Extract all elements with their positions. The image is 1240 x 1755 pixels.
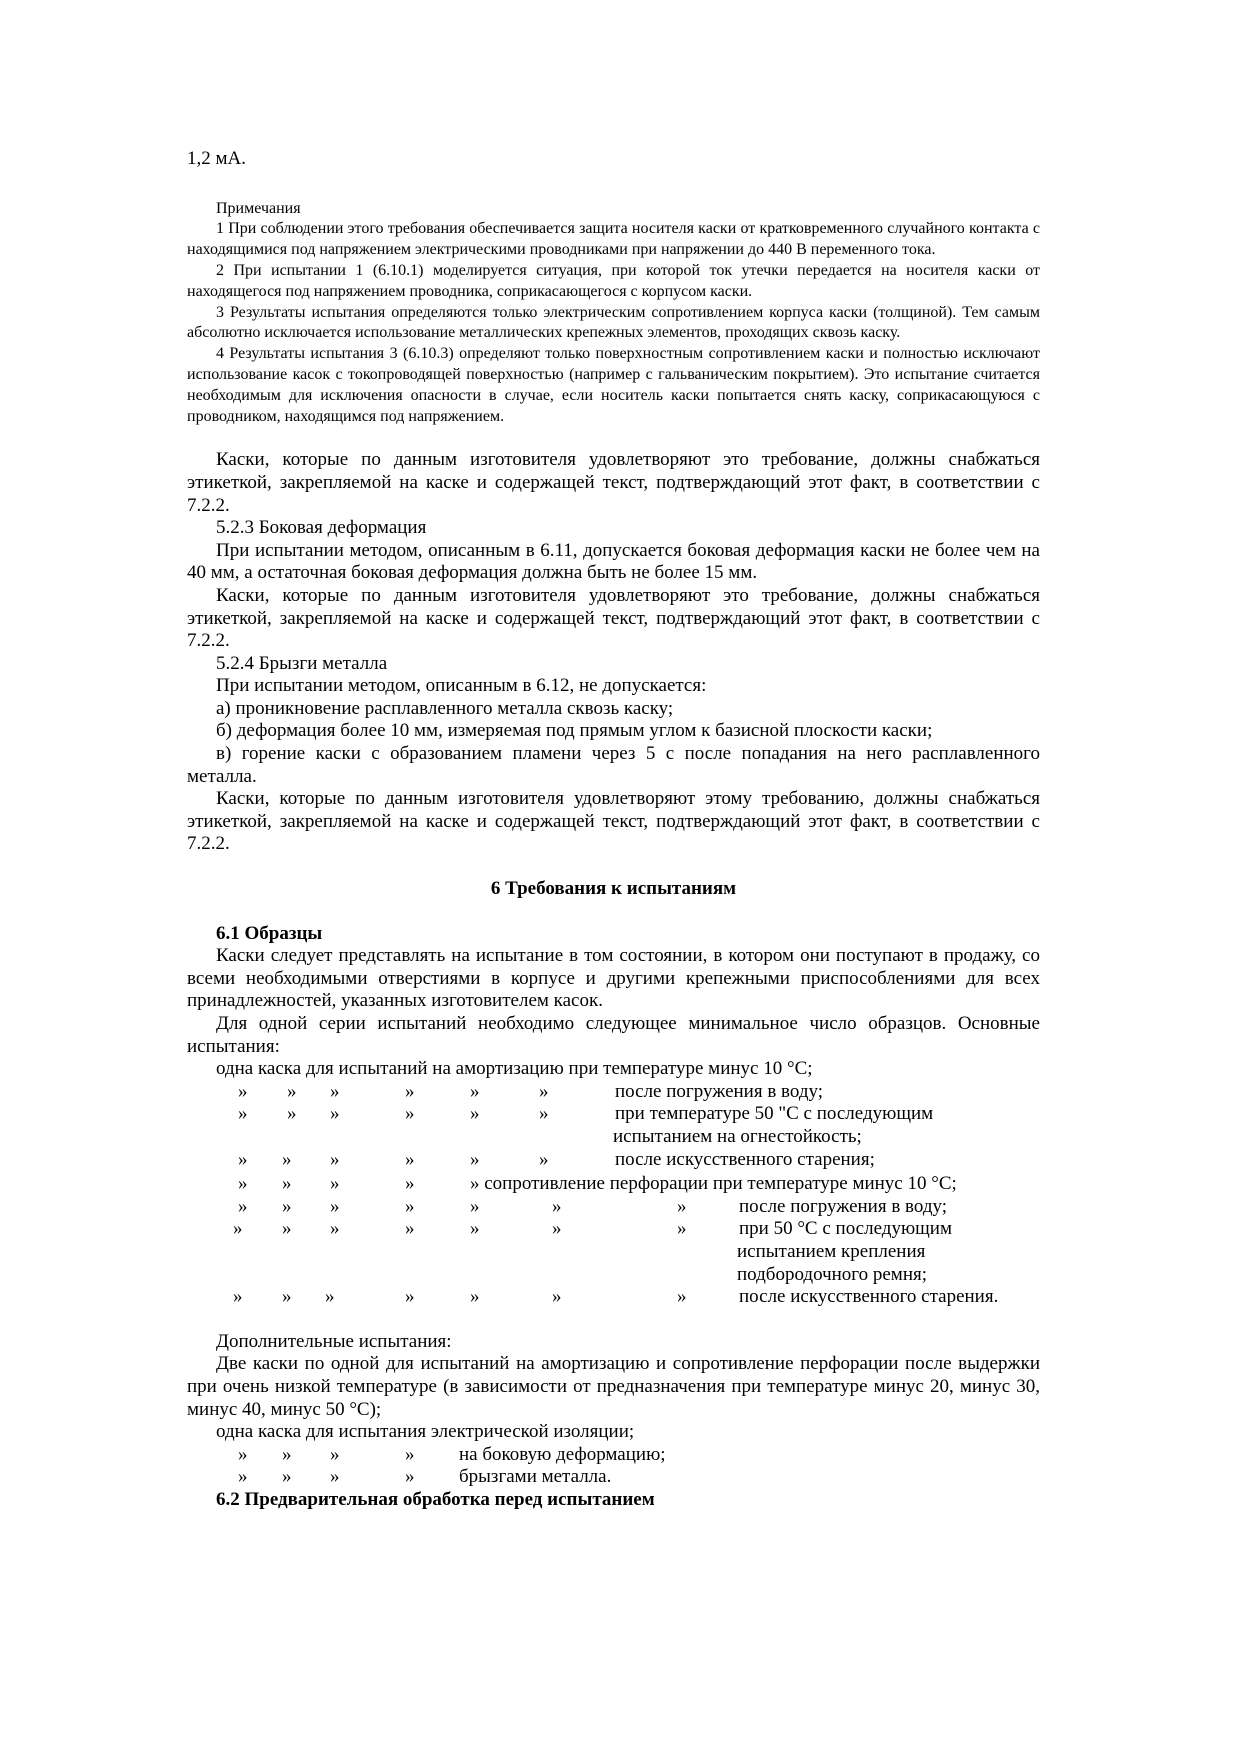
s61-paragraph-2: Для одной серии испытаний необходимо следующее минимальное число образцов. Основные испытания: xyxy=(187,1013,1040,1057)
main-tests-first: одна каска для испытаний на амортизацию при температуре минус 10 °С; xyxy=(216,1058,813,1080)
note-1: 1 При соблюдении этого требования обеспечивается защита носителя каски от кратковременного случайного контакта с находящимися под напряжением электрическими проводниками при напряжении до 440 В переменного тока. xyxy=(187,220,1040,259)
s523-text: При испытании методом, описанным в 6.11, допускается боковая деформация каски не более чем на 40 мм, а остаточная боковая деформация должна быть не более 15 мм. xyxy=(187,539,1040,584)
document-page xyxy=(187,148,1040,1511)
notes-title: Примечания xyxy=(216,199,301,217)
s524-heading: 5.2.4 Брызги металла xyxy=(216,652,388,674)
s523-label: Каски, которые по данным изготовителя удовлетворяют это требование, должны снабжаться этикеткой, закрепляемой на каске и содержащей текст, подтверждающий этот факт, в соответствии с 7.2.2. xyxy=(187,584,1040,652)
s523-heading: 5.2.3 Боковая деформация xyxy=(216,517,427,539)
s61-heading: 6.1 Образцы xyxy=(216,922,323,944)
row-text: при температуре 50 "С с последующим xyxy=(615,1103,934,1125)
note-3: 3 Результаты испытания определяются только электрическим сопротивлением корпуса каски (толщиной). Тем самым абсолютно исключается использование металлических крепежных элементов, проходящих сквозь каску. xyxy=(187,303,1040,342)
s524-label: Каски, которые по данным изготовителя удовлетворяют этому требованию, должны снабжаться этикеткой, закрепляемой на каске и содержащей текст, подтверждающий этот факт, в соответствии с 7.2.2. xyxy=(187,788,1040,855)
row-text: после искусственного старения. xyxy=(739,1286,999,1308)
ditto-row: » » » » на боковую деформацию; xyxy=(238,1443,666,1465)
row-text: после искусственного старения; xyxy=(615,1148,875,1170)
row-text: » сопротивление перфорации при температуре минус 10 °С; xyxy=(470,1173,957,1195)
top-line: 1,2 мА. xyxy=(187,148,246,169)
s61-paragraph-1: Каски следует представлять на испытание в том состоянии, в котором они поступают в продажу, со всеми необходимыми отверстиями в корпусе и другими крепежными приспособлениями для всех принадлежностей, указанных изготовителем касок. xyxy=(187,945,1040,1012)
additional-paragraph: Две каски по одной для испытаний на амортизацию и сопротивление перфорации после выдержки при очень низкой температуре (в зависимости от предназначения при температуре минус 20, минус 30, минус 40, минус 50 °С); xyxy=(187,1353,1040,1420)
ditto-row: » » » » » » » после погружения в воду; xyxy=(238,1195,948,1217)
ditto-row: » » » » » » при температуре 50 "С с последующим xyxy=(238,1103,934,1125)
s524-item-c: в) горение каски с образованием пламени через 5 с после попадания на него расплавленного металла. xyxy=(187,743,1040,787)
ditto-row-continuation: испытанием крепления xyxy=(737,1240,926,1262)
ditto-row-continuation: подбородочного ремня; xyxy=(737,1263,928,1285)
s524-item-a: а) проникновение расплавленного металла сквозь каску; xyxy=(216,697,674,719)
row-text: брызгами металла. xyxy=(459,1466,612,1488)
s524-item-b: б) деформация более 10 мм, измеряемая под прямым углом к базисной плоскости каски; xyxy=(216,720,933,742)
s62-heading: 6.2 Предварительная обработка перед испытанием xyxy=(216,1488,655,1510)
row-text: после погружения в воду; xyxy=(739,1195,948,1217)
row-text: после погружения в воду; xyxy=(615,1080,824,1102)
ditto-row: » » » » брызгами металла. xyxy=(238,1466,612,1488)
ditto-row: » » » » » » » при 50 °С с последующим xyxy=(233,1218,952,1240)
ditto-row: » » » » » сопротивление перфорации при температуре минус 10 °С; xyxy=(238,1173,957,1195)
row-text: при 50 °С с последующим xyxy=(739,1218,952,1240)
ditto-row: » » » » » » » после искусственного старения. xyxy=(233,1286,999,1308)
note-4: 4 Результаты испытания 3 (6.10.3) определяют только поверхностным сопротивлением каски и полностью исключают использование касок с токопроводящей поверхностью (например с гальваническим покрытием). Это испытание считается необходимым для исключения опасности в случае, если носитель каски попытается снять каску, соприкасающуюся с проводником, находящимся под напряжением. xyxy=(187,345,1040,425)
row-text: на боковую деформацию; xyxy=(459,1443,666,1465)
additional-first: одна каска для испытания электрической изоляции; xyxy=(216,1421,635,1443)
label-paragraph: Каски, которые по данным изготовителя удовлетворяют это требование, должны снабжаться этикеткой, закрепляемой на каске и содержащей текст, подтверждающий этот факт, в соответствии с 7.2.2. xyxy=(187,449,1040,516)
additional-title: Дополнительные испытания: xyxy=(216,1330,452,1352)
ditto-row: » » » » » » после погружения в воду; xyxy=(238,1080,824,1102)
ditto-row-continuation: испытанием на огнестойкость; xyxy=(613,1125,862,1147)
section-6-title: 6 Требования к испытаниям xyxy=(490,878,737,900)
s524-intro: При испытании методом, описанным в 6.12, не допускается: xyxy=(216,675,707,697)
ditto-row: » » » » » » после искусственного старения; xyxy=(238,1148,875,1170)
note-2: 2 При испытании 1 (6.10.1) моделируется ситуация, при которой ток утечки передается на носителя каски от находящегося под напряжением проводника, соприкасающегося с корпусом каски. xyxy=(187,261,1040,300)
